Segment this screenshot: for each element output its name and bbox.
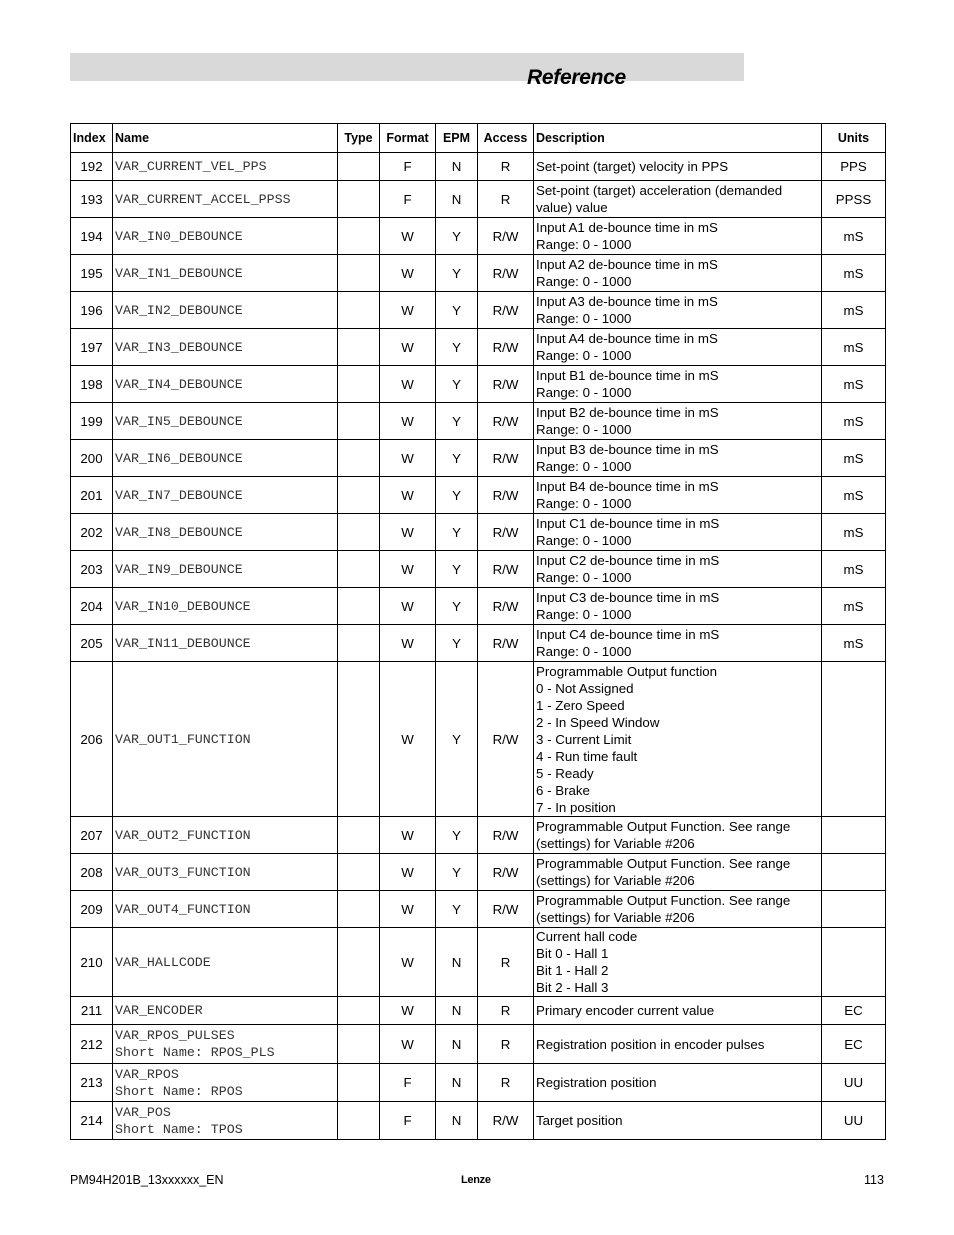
cell-description-line: Input C1 de-bounce time in mS: [536, 516, 720, 531]
cell-description-line: Range: 0 - 1000: [536, 459, 632, 474]
cell-format: W: [380, 292, 436, 329]
cell-epm: Y: [436, 891, 478, 928]
cell-index: 200: [71, 440, 113, 477]
cell-description-line: 3 - Current Limit: [536, 731, 632, 747]
footer-doc-id: PM94H201B_13xxxxxx_EN: [70, 1173, 224, 1187]
column-header-epm: EPM: [436, 124, 478, 153]
cell-index: 206: [71, 662, 113, 817]
cell-index: 213: [71, 1064, 113, 1102]
cell-format: W: [380, 255, 436, 292]
cell-description-line: Input B4 de-bounce time in mS: [536, 479, 719, 494]
cell-epm: Y: [436, 477, 478, 514]
cell-description-line: (settings) for Variable #206: [536, 836, 695, 851]
cell-index: 198: [71, 366, 113, 403]
cell-type: [338, 153, 380, 181]
cell-name-line: VAR_CURRENT_ACCEL_PPSS: [115, 191, 291, 207]
table-row: [71, 891, 886, 928]
cell-name-line: VAR_IN4_DEBOUNCE: [115, 376, 243, 392]
table-row: [71, 153, 886, 181]
cell-description: [534, 292, 822, 329]
table-row: [71, 514, 886, 551]
cell-access: R/W: [478, 329, 534, 366]
cell-description: [534, 625, 822, 662]
cell-index: 204: [71, 588, 113, 625]
cell-units: PPS: [822, 153, 886, 181]
cell-name: [113, 366, 338, 403]
table-row: [71, 181, 886, 218]
cell-format: F: [380, 1064, 436, 1102]
cell-type: [338, 440, 380, 477]
cell-format: W: [380, 551, 436, 588]
cell-name-line: VAR_IN0_DEBOUNCE: [115, 228, 243, 244]
cell-access: R: [478, 997, 534, 1025]
cell-description-line: Input A4 de-bounce time in mS: [536, 331, 718, 346]
cell-access: R/W: [478, 588, 534, 625]
cell-access: R: [478, 181, 534, 218]
cell-units: mS: [822, 625, 886, 662]
cell-format: W: [380, 403, 436, 440]
cell-name-line: VAR_RPOS: [115, 1066, 179, 1082]
cell-access: R/W: [478, 817, 534, 854]
table-row: [71, 477, 886, 514]
cell-description: [534, 588, 822, 625]
table-row: [71, 329, 886, 366]
cell-epm: Y: [436, 817, 478, 854]
cell-description-line: 4 - Run time fault: [536, 748, 638, 764]
cell-name: [113, 477, 338, 514]
cell-index: 212: [71, 1025, 113, 1064]
cell-description: [534, 403, 822, 440]
table-row: [71, 625, 886, 662]
cell-description: [534, 854, 822, 891]
cell-name: [113, 218, 338, 255]
cell-description-line: Range: 0 - 1000: [536, 348, 632, 363]
cell-name-line: VAR_IN1_DEBOUNCE: [115, 265, 243, 281]
cell-description: [534, 662, 822, 817]
cell-description-line: Range: 0 - 1000: [536, 422, 632, 437]
cell-epm: Y: [436, 551, 478, 588]
column-header-description: Description: [534, 124, 822, 153]
table-row: [71, 440, 886, 477]
cell-type: [338, 928, 380, 997]
cell-name-line: VAR_IN5_DEBOUNCE: [115, 413, 243, 429]
cell-name: [113, 662, 338, 817]
cell-name-line: VAR_IN3_DEBOUNCE: [115, 339, 243, 355]
cell-name-line: VAR_IN6_DEBOUNCE: [115, 450, 243, 466]
cell-name-line: Short Name: RPOS_PLS: [115, 1045, 275, 1060]
cell-name-line: VAR_IN10_DEBOUNCE: [115, 598, 251, 614]
cell-type: [338, 891, 380, 928]
table-row: [71, 292, 886, 329]
header-bar: [70, 53, 744, 81]
cell-description-line: Programmable Output Function. See range: [536, 856, 791, 871]
cell-access: R/W: [478, 440, 534, 477]
cell-description-line: Current hall code: [536, 929, 638, 944]
cell-access: R/W: [478, 218, 534, 255]
cell-format: W: [380, 817, 436, 854]
cell-description-line: Range: 0 - 1000: [536, 496, 632, 511]
cell-access: R: [478, 1064, 534, 1102]
cell-type: [338, 1064, 380, 1102]
table-row: [71, 854, 886, 891]
cell-description: [534, 440, 822, 477]
column-header-units: Units: [822, 124, 886, 153]
cell-format: W: [380, 218, 436, 255]
cell-name-line: VAR_RPOS_PULSES: [115, 1028, 235, 1043]
cell-epm: Y: [436, 662, 478, 817]
cell-format: W: [380, 854, 436, 891]
cell-epm: Y: [436, 588, 478, 625]
cell-type: [338, 477, 380, 514]
cell-units: [822, 662, 886, 817]
cell-description-line: Range: 0 - 1000: [536, 274, 632, 289]
cell-epm: Y: [436, 255, 478, 292]
cell-units: PPSS: [822, 181, 886, 218]
cell-description-line: Input C4 de-bounce time in mS: [536, 627, 720, 642]
cell-type: [338, 997, 380, 1025]
table-row: [71, 928, 886, 997]
cell-description-line: Registration position in encoder pulses: [536, 1036, 765, 1052]
cell-epm: Y: [436, 625, 478, 662]
cell-description-line: Programmable Output Function. See range: [536, 819, 791, 834]
cell-access: R/W: [478, 514, 534, 551]
cell-type: [338, 329, 380, 366]
cell-format: W: [380, 662, 436, 817]
cell-epm: N: [436, 1025, 478, 1064]
cell-type: [338, 403, 380, 440]
cell-type: [338, 817, 380, 854]
cell-units: mS: [822, 255, 886, 292]
cell-units: [822, 891, 886, 928]
cell-description: [534, 1025, 822, 1064]
cell-access: R/W: [478, 255, 534, 292]
cell-units: EC: [822, 1025, 886, 1064]
cell-epm: Y: [436, 329, 478, 366]
cell-description-line: Range: 0 - 1000: [536, 533, 632, 548]
cell-index: 210: [71, 928, 113, 997]
cell-description: [534, 153, 822, 181]
cell-name: [113, 551, 338, 588]
cell-description-line: Input C2 de-bounce time in mS: [536, 553, 720, 568]
cell-description-line: Input A3 de-bounce time in mS: [536, 294, 718, 309]
cell-units: mS: [822, 403, 886, 440]
table-row: [71, 588, 886, 625]
column-header-name: Name: [113, 124, 338, 153]
table-row: [71, 997, 886, 1025]
cell-name-line: VAR_IN7_DEBOUNCE: [115, 487, 243, 503]
cell-units: [822, 854, 886, 891]
cell-type: [338, 181, 380, 218]
cell-description-line: Range: 0 - 1000: [536, 644, 632, 659]
cell-description: [534, 1064, 822, 1102]
cell-epm: N: [436, 181, 478, 218]
cell-description-line: Bit 0 - Hall 1: [536, 946, 609, 961]
cell-format: F: [380, 1102, 436, 1140]
cell-name: [113, 403, 338, 440]
cell-description-line: Range: 0 - 1000: [536, 607, 632, 622]
cell-description-line: Input B3 de-bounce time in mS: [536, 442, 719, 457]
cell-type: [338, 588, 380, 625]
cell-name-line: VAR_IN11_DEBOUNCE: [115, 635, 251, 651]
cell-name: [113, 588, 338, 625]
cell-description-line: Programmable Output function: [536, 663, 718, 679]
cell-description: [534, 891, 822, 928]
cell-name: [113, 329, 338, 366]
cell-description: [534, 477, 822, 514]
cell-name-line: VAR_IN2_DEBOUNCE: [115, 302, 243, 318]
cell-name: [113, 854, 338, 891]
cell-description: [534, 218, 822, 255]
cell-type: [338, 854, 380, 891]
cell-description-line: Range: 0 - 1000: [536, 570, 632, 585]
column-header-format: Format: [380, 124, 436, 153]
cell-format: W: [380, 366, 436, 403]
section-title: Reference: [527, 66, 626, 89]
cell-index: 205: [71, 625, 113, 662]
cell-type: [338, 551, 380, 588]
cell-access: R: [478, 153, 534, 181]
table-row: [71, 1102, 886, 1140]
cell-description-line: Bit 2 - Hall 3: [536, 980, 609, 995]
cell-description: [534, 255, 822, 292]
cell-name: [113, 440, 338, 477]
cell-description: [534, 181, 822, 218]
cell-epm: N: [436, 928, 478, 997]
cell-epm: Y: [436, 854, 478, 891]
cell-name-line: VAR_CURRENT_VEL_PPS: [115, 159, 267, 174]
cell-units: mS: [822, 477, 886, 514]
cell-name: [113, 625, 338, 662]
cell-type: [338, 662, 380, 817]
cell-epm: N: [436, 1102, 478, 1140]
cell-index: 202: [71, 514, 113, 551]
cell-type: [338, 625, 380, 662]
cell-description: [534, 514, 822, 551]
cell-name-line: Short Name: RPOS: [115, 1083, 243, 1099]
cell-type: [338, 255, 380, 292]
cell-index: 194: [71, 218, 113, 255]
cell-description: [534, 817, 822, 854]
cell-index: 193: [71, 181, 113, 218]
cell-name-line: VAR_HALLCODE: [115, 954, 211, 970]
cell-description-line: Bit 1 - Hall 2: [536, 963, 609, 978]
cell-access: R/W: [478, 366, 534, 403]
cell-description-line: value) value: [536, 200, 608, 215]
cell-name-line: VAR_OUT4_FUNCTION: [115, 901, 251, 917]
cell-index: 196: [71, 292, 113, 329]
cell-name: [113, 997, 338, 1025]
cell-access: R/W: [478, 854, 534, 891]
cell-index: 197: [71, 329, 113, 366]
cell-type: [338, 1102, 380, 1140]
cell-description-line: 1 - Zero Speed: [536, 697, 625, 713]
cell-description-line: Range: 0 - 1000: [536, 385, 632, 400]
cell-epm: Y: [436, 403, 478, 440]
cell-description-line: Input C3 de-bounce time in mS: [536, 590, 720, 605]
cell-format: W: [380, 625, 436, 662]
cell-name: [113, 891, 338, 928]
cell-description-line: 6 - Brake: [536, 782, 590, 798]
cell-index: 195: [71, 255, 113, 292]
cell-description-line: 2 - In Speed Window: [536, 714, 660, 730]
cell-epm: N: [436, 153, 478, 181]
table-row: [71, 255, 886, 292]
cell-name: [113, 1064, 338, 1102]
table-row: [71, 403, 886, 440]
cell-units: mS: [822, 292, 886, 329]
cell-units: mS: [822, 366, 886, 403]
cell-format: W: [380, 928, 436, 997]
cell-units: UU: [822, 1064, 886, 1102]
cell-format: W: [380, 997, 436, 1025]
cell-index: 203: [71, 551, 113, 588]
cell-description-line: Range: 0 - 1000: [536, 237, 632, 252]
cell-description: [534, 1102, 822, 1140]
cell-description-line: Input B2 de-bounce time in mS: [536, 405, 719, 420]
cell-description-line: Set-point (target) velocity in PPS: [536, 159, 729, 174]
table-row: [71, 1064, 886, 1102]
cell-description-line: Set-point (target) acceleration (demanded: [536, 183, 783, 198]
cell-access: R/W: [478, 551, 534, 588]
cell-units: mS: [822, 440, 886, 477]
cell-type: [338, 514, 380, 551]
cell-description-line: (settings) for Variable #206: [536, 910, 695, 925]
cell-units: mS: [822, 588, 886, 625]
cell-format: W: [380, 440, 436, 477]
footer-page-number: 113: [864, 1173, 884, 1187]
cell-name: [113, 928, 338, 997]
column-header-index: Index: [71, 124, 113, 153]
cell-index: 207: [71, 817, 113, 854]
cell-name: [113, 1102, 338, 1140]
cell-name-line: VAR_IN9_DEBOUNCE: [115, 561, 243, 577]
cell-access: R/W: [478, 403, 534, 440]
table-row: [71, 817, 886, 854]
cell-name: [113, 181, 338, 218]
cell-access: R: [478, 928, 534, 997]
cell-units: mS: [822, 329, 886, 366]
cell-description: [534, 997, 822, 1025]
cell-index: 199: [71, 403, 113, 440]
cell-epm: Y: [436, 366, 478, 403]
cell-index: 209: [71, 891, 113, 928]
cell-access: R/W: [478, 292, 534, 329]
footer-brand-logo: Lenze: [461, 1174, 491, 1186]
cell-units: mS: [822, 218, 886, 255]
cell-description: [534, 329, 822, 366]
cell-description-line: Registration position: [536, 1075, 657, 1090]
cell-name-line: VAR_OUT3_FUNCTION: [115, 864, 251, 880]
cell-description: [534, 366, 822, 403]
cell-description: [534, 928, 822, 997]
cell-description-line: Input B1 de-bounce time in mS: [536, 368, 719, 383]
column-header-type: Type: [338, 124, 380, 153]
cell-name: [113, 817, 338, 854]
cell-access: R/W: [478, 891, 534, 928]
cell-type: [338, 1025, 380, 1064]
cell-access: R/W: [478, 477, 534, 514]
cell-epm: Y: [436, 218, 478, 255]
cell-units: mS: [822, 551, 886, 588]
table-row: [71, 366, 886, 403]
cell-type: [338, 366, 380, 403]
table-row: [71, 551, 886, 588]
cell-epm: N: [436, 997, 478, 1025]
cell-name-line: Short Name: TPOS: [115, 1121, 243, 1137]
cell-description-line: (settings) for Variable #206: [536, 873, 695, 888]
table-header-row: [71, 124, 886, 153]
cell-units: [822, 817, 886, 854]
cell-name-line: VAR_ENCODER: [115, 1003, 203, 1018]
cell-units: mS: [822, 514, 886, 551]
cell-description-line: Input A2 de-bounce time in mS: [536, 257, 718, 272]
cell-index: 192: [71, 153, 113, 181]
cell-format: F: [380, 181, 436, 218]
cell-format: W: [380, 891, 436, 928]
cell-name-line: VAR_OUT1_FUNCTION: [115, 731, 251, 747]
cell-type: [338, 292, 380, 329]
cell-units: EC: [822, 997, 886, 1025]
cell-index: 211: [71, 997, 113, 1025]
cell-type: [338, 218, 380, 255]
table-row: [71, 1025, 886, 1064]
table-row: [71, 662, 886, 817]
cell-description-line: Range: 0 - 1000: [536, 311, 632, 326]
cell-index: 201: [71, 477, 113, 514]
cell-units: UU: [822, 1102, 886, 1140]
cell-format: W: [380, 514, 436, 551]
cell-name-line: VAR_OUT2_FUNCTION: [115, 827, 251, 843]
cell-format: W: [380, 329, 436, 366]
reference-table: [70, 123, 886, 1140]
cell-epm: Y: [436, 440, 478, 477]
column-header-access: Access: [478, 124, 534, 153]
cell-description-line: Target position: [536, 1113, 623, 1128]
cell-format: W: [380, 477, 436, 514]
cell-access: R/W: [478, 1102, 534, 1140]
cell-format: W: [380, 588, 436, 625]
cell-name: [113, 153, 338, 181]
cell-name: [113, 514, 338, 551]
cell-description: [534, 551, 822, 588]
cell-description-line: 5 - Ready: [536, 765, 594, 781]
table-row: [71, 218, 886, 255]
cell-format: F: [380, 153, 436, 181]
cell-format: W: [380, 1025, 436, 1064]
cell-name: [113, 255, 338, 292]
cell-description-line: Programmable Output Function. See range: [536, 893, 791, 908]
cell-access: R/W: [478, 625, 534, 662]
cell-description-line: Input A1 de-bounce time in mS: [536, 220, 718, 235]
cell-access: R: [478, 1025, 534, 1064]
cell-name-line: VAR_POS: [115, 1104, 171, 1120]
cell-index: 208: [71, 854, 113, 891]
cell-epm: Y: [436, 514, 478, 551]
cell-description-line: 7 - In position: [536, 799, 616, 815]
cell-name: [113, 292, 338, 329]
cell-index: 214: [71, 1102, 113, 1140]
cell-description-line: Primary encoder current value: [536, 1003, 715, 1018]
cell-units: [822, 928, 886, 997]
cell-epm: N: [436, 1064, 478, 1102]
cell-access: R/W: [478, 662, 534, 817]
cell-description-line: 0 - Not Assigned: [536, 680, 634, 696]
cell-name: [113, 1025, 338, 1064]
cell-name-line: VAR_IN8_DEBOUNCE: [115, 524, 243, 540]
cell-epm: Y: [436, 292, 478, 329]
